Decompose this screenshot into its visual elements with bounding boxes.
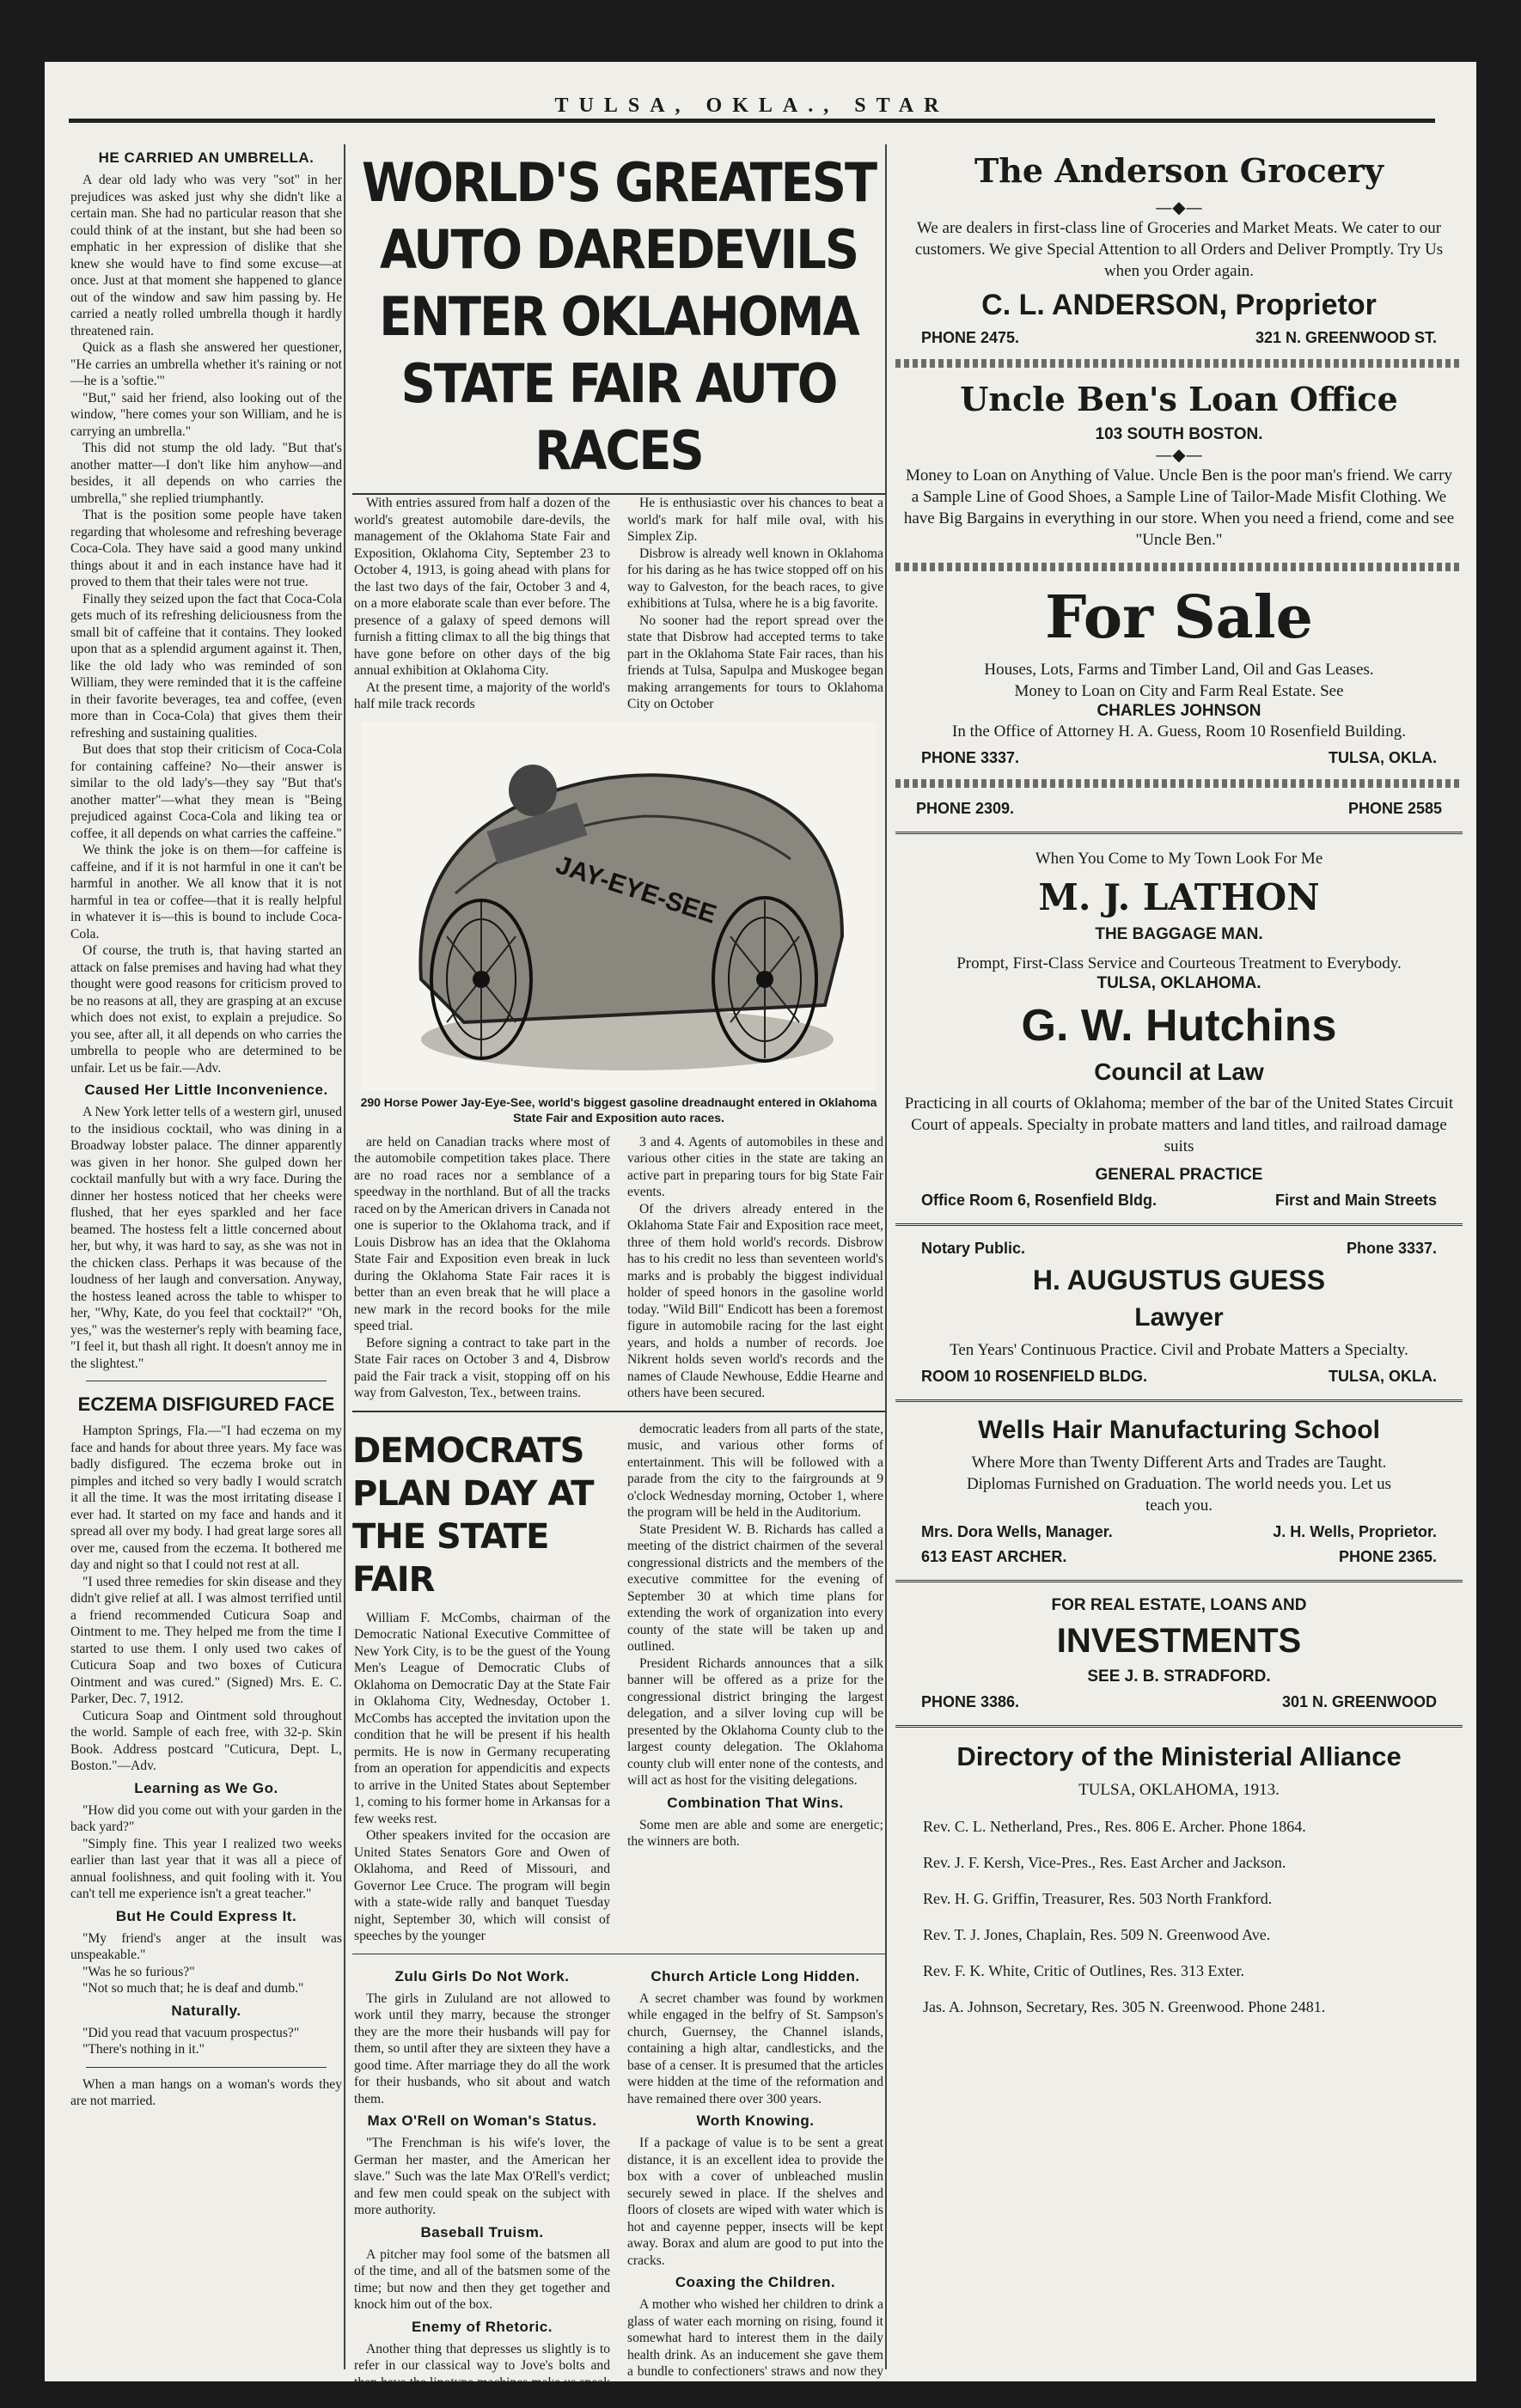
paragraph: A dear old lady who was very "sot" in her prejudices was asked just why she didn't like a certain man. She had no particular reason that she could think of at the instant, but she had been so emphatic in her expression of dislike that she knew she would have to find some excuse—at once. Just at that moment she happened to glance out of the window and saw him passing by. He carried a neatly rolled umbrella though it hardly threatened rain. — [70, 173, 342, 338]
divider — [895, 832, 1463, 834]
umbrella-article — [69, 172, 344, 1076]
anderson-title: The Anderson Grocery — [974, 151, 1384, 190]
divider — [895, 1399, 1463, 1402]
coaxing-heading: Coaxing the Children. — [675, 2274, 836, 2290]
anderson-address: 321 N. GREENWOOD ST. — [1255, 329, 1437, 346]
wells-ad — [901, 1416, 1457, 1566]
guess-subtitle: Lawyer — [1134, 1303, 1224, 1332]
investments-phone: PHONE 3386. — [921, 1693, 1020, 1710]
paragraph: Cuticura Soap and Ointment sold throughout the world. Sample of each free, with 32-p. Skin Book. Address postcard "Cuticura, Dept. L, Boston."—Adv. — [70, 1708, 342, 1773]
lathon-subtitle: THE BAGGAGE MAN. — [1095, 925, 1263, 943]
church-heading: Church Article Long Hidden. — [651, 1967, 860, 1984]
hutchins-ad — [901, 1000, 1457, 1210]
auto-lead-left — [352, 495, 612, 713]
paragraph: Rev. J. F. Kersh, Vice-Pres., Res. East Archer and Jackson. — [923, 1854, 1286, 1871]
for-sale-ad — [901, 583, 1457, 767]
democrats-right — [626, 1421, 885, 1789]
divider — [86, 2067, 327, 2068]
paragraph: Of the drivers already entered in the Oklahoma State Fair and Exposition race meet, three of them hold world's records. Disbrow has to his credit no less than seventeen world's marks and is probably the biggest individual holder of speed honors in the gasoline world today. "Wild Bill" Endicott has been a foremost figure in automobile racing for the last eight years, and holds a number of records. Joe Nikrent holds seven world's records and the names of Claude Newhouse, Eddie Hearne and others have been secured. — [627, 1201, 883, 1400]
paragraph: are held on Canadian tracks where most of the automobile competition takes place. There are no road races nor a semblance of a speedway in the northland. But of all the tracks raced on by the American drivers in Canada not one is superior to the Oklahoma track, and if Louis Disbrow has an idea that the Oklahoma State Fair and Exposition even break in luck during the Oklahoma State Fair races it is better than an even break that he will place a new mark in the record books for the mile speed trial. — [354, 1134, 610, 1333]
paragraph: Of course, the truth is, that having started an attack on false premises and having had what they thought were good reasons for criticism proved to be no reasons at all, they are grasping at an excuse which does not exist, to explain a prejudice. So you see, after all, it all depends on who carries the umbrella to people who are determined to be unfair. Let us be fair.—Adv. — [70, 943, 342, 1076]
combination-text: Some men are able and some are energetic; the winners are both. — [627, 1817, 883, 1849]
divider — [895, 359, 1463, 368]
for-sale-line2: Money to Loan on City and Farm Real Estate. See — [1014, 682, 1344, 700]
lathon-ad — [901, 848, 1457, 993]
rhetoric-heading: Enemy of Rhetoric. — [412, 2318, 553, 2335]
democrats-headline: DEMOCRATS PLAN DAY AT THE STATE FAIR — [352, 1430, 594, 1600]
hutchins-corner: First and Main Streets — [1274, 1192, 1437, 1209]
directory-title: Directory of the Ministerial Alliance — [956, 1741, 1402, 1771]
anderson-grocery-ad — [901, 151, 1457, 347]
investments-address: 301 N. GREENWOOD — [1281, 1693, 1437, 1710]
church-text: A secret chamber was found by workmen while engaged in the belfry of St. Sampson's church, Guernsey, the Channel islands, containing a high altar, candlesticks, and the base of a censer. It is presumed that the articles were hidden at the time of the reformation and have remained there over 300 years. — [627, 1990, 883, 2106]
race-car-illustration — [361, 722, 877, 1091]
directory-list — [901, 1816, 1457, 2017]
paragraph: Rev. H. G. Griffin, Treasurer, Res. 503 North Frankford. — [923, 1890, 1273, 1907]
divider — [895, 1580, 1463, 1582]
paragraph: 3 and 4. Agents of automobiles in these and various other cities in the state are taking an active part in preparing tours for big State Fair events. — [627, 1134, 883, 1199]
inconvenience-article — [69, 1104, 344, 1372]
for-sale-city: TULSA, OKLA. — [1329, 749, 1437, 766]
newspaper-page — [45, 62, 1476, 2406]
lathon-title: M. J. LATHON — [1038, 876, 1320, 918]
combination-heading: Combination That Wins. — [667, 1794, 844, 1811]
ads-column — [895, 144, 1463, 2369]
hutchins-text: Practicing in all courts of Oklahoma; member of the bar of the United States Circuit Court of appeals. Specialty in probate matters and land titles, and railroad damage suits — [904, 1094, 1454, 1155]
paragraph: "Not so much that; he is deaf and dumb." — [82, 1981, 304, 1996]
divider — [895, 563, 1463, 571]
paragraph: Rev. T. J. Jones, Chaplain, Res. 509 N. Greenwood Ave. — [923, 1926, 1271, 1943]
car-caption: 290 Horse Power Jay-Eye-See, world's biggest gasoline dreadnaught entered in Oklahoma State Fair and Exposition auto races. — [360, 1094, 877, 1125]
paragraph: Jas. A. Johnson, Secretary, Res. 305 N. Greenwood. Phone 2481. — [923, 1998, 1326, 2015]
hutchins-subtitle: Council at Law — [1094, 1058, 1264, 1085]
divider — [895, 1725, 1463, 1728]
paragraph: President Richards announces that a silk banner will be offered as a prize for the congressional district bringing the largest delegation, and a silver loving cup will be presented by the Oklahoma County club to the largest county delegation. The Oklahoma county club will enter none of the contests, and will act as host for the visiting delegations. — [627, 1655, 883, 1788]
divider — [352, 1411, 885, 1412]
umbrella-heading: HE CARRIED AN UMBRELLA. — [98, 149, 315, 166]
guess-room: ROOM 10 ROSENFIELD BLDG. — [921, 1368, 1148, 1385]
worth-text: If a package of value is to be sent a great distance, it is an excellent idea to provide the box with a cover of unbleached muslin securely sewed in place. If the shelves and floors of closets are wiped with water which is hot and cayenne pepper, insects will be kept away. Borax and alum are good to put into the cracks. — [627, 2136, 883, 2268]
divider — [895, 779, 1463, 788]
investments-title: INVESTMENTS — [1056, 1622, 1302, 1660]
wells-text: Where More than Twenty Different Arts and Trades are Taught. Diplomas Furnished on Graduation. The world needs you. Let us teach you. — [966, 1454, 1392, 1515]
phone-right: PHONE 2585 — [1347, 800, 1442, 817]
baseball-heading: Baseball Truism. — [420, 2223, 544, 2240]
learning-heading: Learning as We Go. — [134, 1779, 278, 1796]
paragraph: "But," said her friend, also looking out of the window, "here comes your son William, and he is carrying an umbrella." — [70, 390, 342, 439]
paragraph: Hampton Springs, Fla.—"I had eczema on my face and hands for about three years. My face was badly disfigured. The eczema broke out in pimples and itched so very badly I would scratch it all the time. It was the most irritating disease I ever had. It started on my face and hands and it spread all over my body. I had great large sores all over me, caused from the eczema. It bothered me day and night so that I could not rest at all. — [70, 1423, 342, 1572]
paragraph: Rev. C. L. Netherland, Pres., Res. 806 E. Archer. Phone 1864. — [923, 1818, 1306, 1835]
max-orell-text: "The Frenchman is his wife's lover, the German her master, and the American her slave." Such was the late Max O'Rell's verdict; and few men could speak on the subject with more authority. — [354, 2136, 610, 2217]
ornament-icon: —◆— — [1155, 197, 1203, 217]
hutchins-practice: GENERAL PRACTICE — [1095, 1166, 1263, 1184]
paragraph: We think the joke is on them—for caffeine is caffeine, and if it is not harmful in one it can't be harmful in another. We all know that it is not harmful in tea or coffee—that it is really helpful in whatever it is—this is bound to include Coca-Cola. — [70, 843, 342, 942]
uncle-ben-text: Money to Loan on Anything of Value. Uncle Ben is the poor man's friend. We carry a Sample Line of Good Shoes, a Sample Line of Tailor-Made Misfit Clothing. We have Big Bargains in everything in our store. When you need a friend, come and see "Uncle Ben." — [903, 466, 1455, 549]
paragraph: "There's nothing in it." — [82, 2042, 205, 2057]
uncle-ben-address: 103 SOUTH BOSTON. — [1095, 425, 1263, 443]
auto-continued-left — [352, 1134, 612, 1402]
race-car-image — [361, 722, 877, 1091]
naturally-heading: Naturally. — [171, 2002, 241, 2019]
for-sale-name: CHARLES JOHNSON — [1096, 702, 1261, 720]
divider — [895, 1223, 1463, 1226]
eczema-article — [69, 1423, 344, 1775]
auto-lead — [352, 495, 885, 713]
baseball-text: A pitcher may fool some of the batsmen all of the time, and all of the batsmen some of the time; but now and then they get together and knock him out of the box. — [354, 2246, 610, 2312]
paragraph: A New York letter tells of a western girl, unused to the insidious cocktail, who was dining in a Broadway lobster palace. The dinner apparently was given in her honor. She gulped down her cocktail manfully but with a wry face. During the dinner her hostess noticed that her cheeks were flushed, that her eyes sparkled and her face beamed. The hostess felt a little concerned about her, but why, it was hard to say, as she was not in the chicken class. Perhaps it was because of the loudness of her laugh and conversation. Anyway, the hostess leaned across the table to whisper to her, "Why, Kate, do you feel that cocktail?" "Oh, yes," was the westerner's reply with beaming face, "I feel it, but thash all right. It doesn't annoy me in the slightest." — [70, 1105, 342, 1371]
paragraph: This did not stump the old lady. "But that's another matter—I don't like him anyhow—and besides, it all depends on who carries the umbrella," she replied triumphantly. — [70, 441, 342, 506]
paragraph: At the present time, a majority of the world's half mile track records — [354, 680, 610, 711]
express-article — [69, 1930, 344, 1997]
paragraph: William F. McCombs, chairman of the Democratic National Executive Committee of New York City, is to be the guest of the Young Men's League of Democratic Clubs of Oklahoma on Democratic Day at the State Fair in Oklahoma City, Wednesday, October 1. McCombs has accepted the invitation upon the condition that he will be present if his health permits. He is now in Germany recuperating from an operation for appendicitis and expects to arrive in the United States about September 1, coming to his former home in Arkansas for a few weeks rest. — [354, 1610, 610, 1826]
for-sale-line3: In the Office of Attorney H. A. Guess, Room 10 Rosenfield Building. — [952, 722, 1406, 741]
paragraph: Other speakers invited for the occasion are United States Senators Gore and Owen of Oklahoma, and Reed of Missouri, and Governor Lee Cruce. The program will begin with a state-wide rally and banquet Tuesday night, September 30, which will consist of speeches by the younger — [354, 1828, 610, 1943]
paragraph: That is the position some people have taken regarding that wholesome and refreshing beverage Coca-Cola. They have said a good many unkind things about it and in each instance have had it proved to them that their tales were not true. — [70, 508, 342, 589]
paragraph: With entries assured from half a dozen of the world's greatest automobile dare-devils, the management of the Oklahoma State Fair and Exposition, Oklahoma City, September 23 to October 4, 1913, is going ahead with plans for the last two days of the fair, October 3 and 4, on a more elaborate scale than ever before. The presence of a galaxy of speed demons will furnish a fitting climax to all the big things that have gone before on other days of the big annual exhibition at Oklahoma City. — [354, 496, 610, 678]
phone-left: PHONE 2309. — [916, 800, 1015, 817]
wells-phone: PHONE 2365. — [1338, 1548, 1437, 1565]
paragraph: No sooner had the report spread over the state that Disbrow had accepted terms to take part in the Oklahoma State Fair races, than his friends at Tulsa, Sapulpa and Muskogee began making arrangements for tours to Oklahoma City on October — [627, 613, 883, 711]
paragraph: "Did you read that vacuum prospectus?" — [82, 2025, 300, 2040]
uncle-ben-ad — [901, 380, 1457, 551]
lathon-city: TULSA, OKLAHOMA. — [1096, 974, 1261, 992]
coaxing-text: A mother who wished her children to drink a glass of water each morning on rising, found it somewhat hard to interest them in the daily health drink. As an inducement she gave them a bundle to confectioners' straws and now they enjoy their morning drink immensely. — [627, 2297, 883, 2396]
worth-heading: Worth Knowing. — [696, 2112, 815, 2129]
max-orell-heading: Max O'Rell on Woman's Status. — [367, 2112, 597, 2129]
center-column — [352, 144, 887, 2406]
lathon-text: Prompt, First-Class Service and Courteous Treatment to Everybody. — [956, 954, 1402, 972]
hutchins-office: Office Room 6, Rosenfield Bldg. — [921, 1192, 1158, 1209]
shorts-section — [352, 1963, 885, 2408]
paragraph: He is enthusiastic over his chances to beat a world's mark for half mile oval, with his Simplex Zip. — [627, 496, 883, 544]
guess-notary: Notary Public. — [921, 1240, 1026, 1257]
inconvenience-heading: Caused Her Little Inconvenience. — [84, 1082, 328, 1098]
paragraph: Finally they seized upon the fact that Coca-Cola gets much of its refreshing deliciousness from the small bit of caffeine that it contains. They looked upon that as a splendid argument against it. Then, like the old lady who was reminded of son William, they were reminded that it is the caffeine in their favorite beverages, tea and coffee, (even more than in Coca-Cola) that gives them their refreshing and sustaining qualities. — [70, 591, 342, 741]
anderson-proprietor: C. L. ANDERSON, Proprietor — [981, 289, 1377, 321]
left-column — [69, 144, 345, 2369]
car-name-label: JAY-EYE-SEE — [552, 850, 720, 930]
paragraph: Disbrow is already well known in Oklahoma for his daring as he has twice stopped off on his way to Galveston, for the beach races, to give exhibitions at Tulsa, where he is a big favorite. — [627, 546, 883, 611]
investments-see: SEE J. B. STRADFORD. — [1087, 1667, 1271, 1686]
auto-continued-right — [626, 1134, 885, 1402]
anderson-text: We are dealers in first-class line of Groceries and Market Meats. We cater to our customers. We give Special Attention to all Orders and Deliver Promptly. Try Us when you Order again. — [914, 219, 1444, 280]
hutchins-title: G. W. Hutchins — [1021, 1001, 1337, 1051]
wells-address: 613 EAST ARCHER. — [921, 1548, 1067, 1565]
paragraph: State President W. B. Richards has called a meeting of the district chairmen of the several congressional districts and the members of the executive committee for the evening of September 30 at which time plans for extending the work of organization into every county of the state will be taken up and outlined. — [627, 1521, 883, 1654]
rhetoric-text: Another thing that depresses us slightly is to refer in our classical way to Jove's bolts and then have the linotype machines make us speak of 'em as Jones'.—Ohio State Journal. — [354, 2341, 610, 2406]
paragraph: "How did you come out with your garden in the back yard?" — [70, 1802, 342, 1834]
lathon-intro: When You Come to My Town Look For Me — [1035, 850, 1323, 868]
paragraph: Rev. F. K. White, Critic of Outlines, Res. 313 Exter. — [923, 1962, 1245, 1979]
naturally-article — [69, 2025, 344, 2058]
uncle-ben-title: Uncle Ben's Loan Office — [960, 380, 1398, 418]
guess-title: H. AUGUSTUS GUESS — [1032, 1265, 1326, 1295]
auto-race-headline: WORLD'S GREATEST AUTO DAREDEVILS ENTER OKLAHOMA STATE FAIR AUTO RACES — [352, 144, 885, 495]
ornament-icon: —◆— — [1155, 444, 1203, 465]
directory-subtitle: TULSA, OKLAHOMA, 1913. — [1078, 1781, 1280, 1799]
anderson-phone: PHONE 2475. — [921, 329, 1020, 346]
masthead: TULSA, OKLA., STAR — [69, 94, 1435, 123]
investments-intro: FOR REAL ESTATE, LOANS AND — [1051, 1596, 1307, 1614]
guess-ad — [901, 1240, 1457, 1386]
paragraph: "I used three remedies for skin disease and they didn't give relief at all. I was almost terrified until a friend recommended Cuticura Soap and Ointment to me. They helped me from the time I started to use them. I only used two cakes of Cuticura Soap and two boxes of Cuticura Ointment and was cured." (Signed) Mrs. E. C. Parker, Dec. 7, 1912. — [70, 1574, 342, 1706]
for-sale-phone: PHONE 3337. — [921, 749, 1020, 766]
for-sale-line1: Houses, Lots, Farms and Timber Land, Oil and Gas Leases. — [984, 661, 1374, 679]
ministerial-directory — [901, 1741, 1457, 2017]
paragraph: Before signing a contract to take part in the State Fair races on October 3 and 4, Disbrow paid the Fair track a visit, stopping off on his way from Galveston, Tex., between trains. — [354, 1335, 610, 1400]
express-heading: But He Could Express It. — [115, 1907, 297, 1924]
wells-title: Wells Hair Manufacturing School — [978, 1416, 1380, 1444]
paragraph: "My friend's anger at the insult was unspeakable." — [70, 1930, 342, 1962]
paragraph: "Was he so furious?" — [82, 1964, 195, 1979]
paragraph: "Simply fine. This year I realized two weeks earlier than last year that it was all a piece of annual foolishness, and quit fooling with it. You can't tell me experience isn't a great teacher." — [70, 1836, 342, 1901]
learning-article — [69, 1802, 344, 1903]
guess-phone: Phone 3337. — [1346, 1240, 1437, 1257]
paragraph: democratic leaders from all parts of the state, music, and various other forms of entertainment. This will be followed with a parade from the city to the fairgrounds at 9 o'clock Wednesday morning, October 1, where the program will be held in the Auditorium. — [627, 1421, 883, 1520]
zulu-heading: Zulu Girls Do Not Work. — [394, 1967, 570, 1984]
guess-text: Ten Years' Continuous Practice. Civil and Probate Matters a Specialty. — [950, 1341, 1408, 1359]
eczema-heading: ECZEMA DISFIGURED FACE — [77, 1393, 335, 1415]
closing-quip: When a man hangs on a woman's words they are not married. — [70, 2076, 342, 2108]
auto-lead-right — [626, 495, 885, 713]
democrats-left — [352, 1610, 612, 1945]
zulu-text: The girls in Zululand are not allowed to work until they marry, because the stronger they are the more their husbands will pay for them, so until after they are sixteen they have a good time. After marriage they do all the work for their husbands, who sit about and watch them. — [354, 1990, 610, 2106]
democrats-section — [352, 1421, 885, 1945]
auto-continued — [352, 1134, 885, 1402]
wells-proprietor: J. H. Wells, Proprietor. — [1273, 1523, 1437, 1540]
guess-city: TULSA, OKLA. — [1329, 1368, 1437, 1385]
paragraph: But does that stop their criticism of Coca-Cola for containing caffeine? No—their answer is similar to the old lady's—they say "But that's another matter"—what they mean is "Being prejudiced against Coca-Cola and liking tea or coffee, it all depends on what carries the caffeine." — [70, 742, 342, 841]
investments-ad — [901, 1596, 1457, 1711]
for-sale-title: For Sale — [1045, 583, 1313, 652]
wells-manager: Mrs. Dora Wells, Manager. — [921, 1523, 1113, 1540]
paragraph: Quick as a flash she answered her questioner, "He carries an umbrella whether it's raining or not—he is a 'softie.'" — [70, 340, 342, 388]
